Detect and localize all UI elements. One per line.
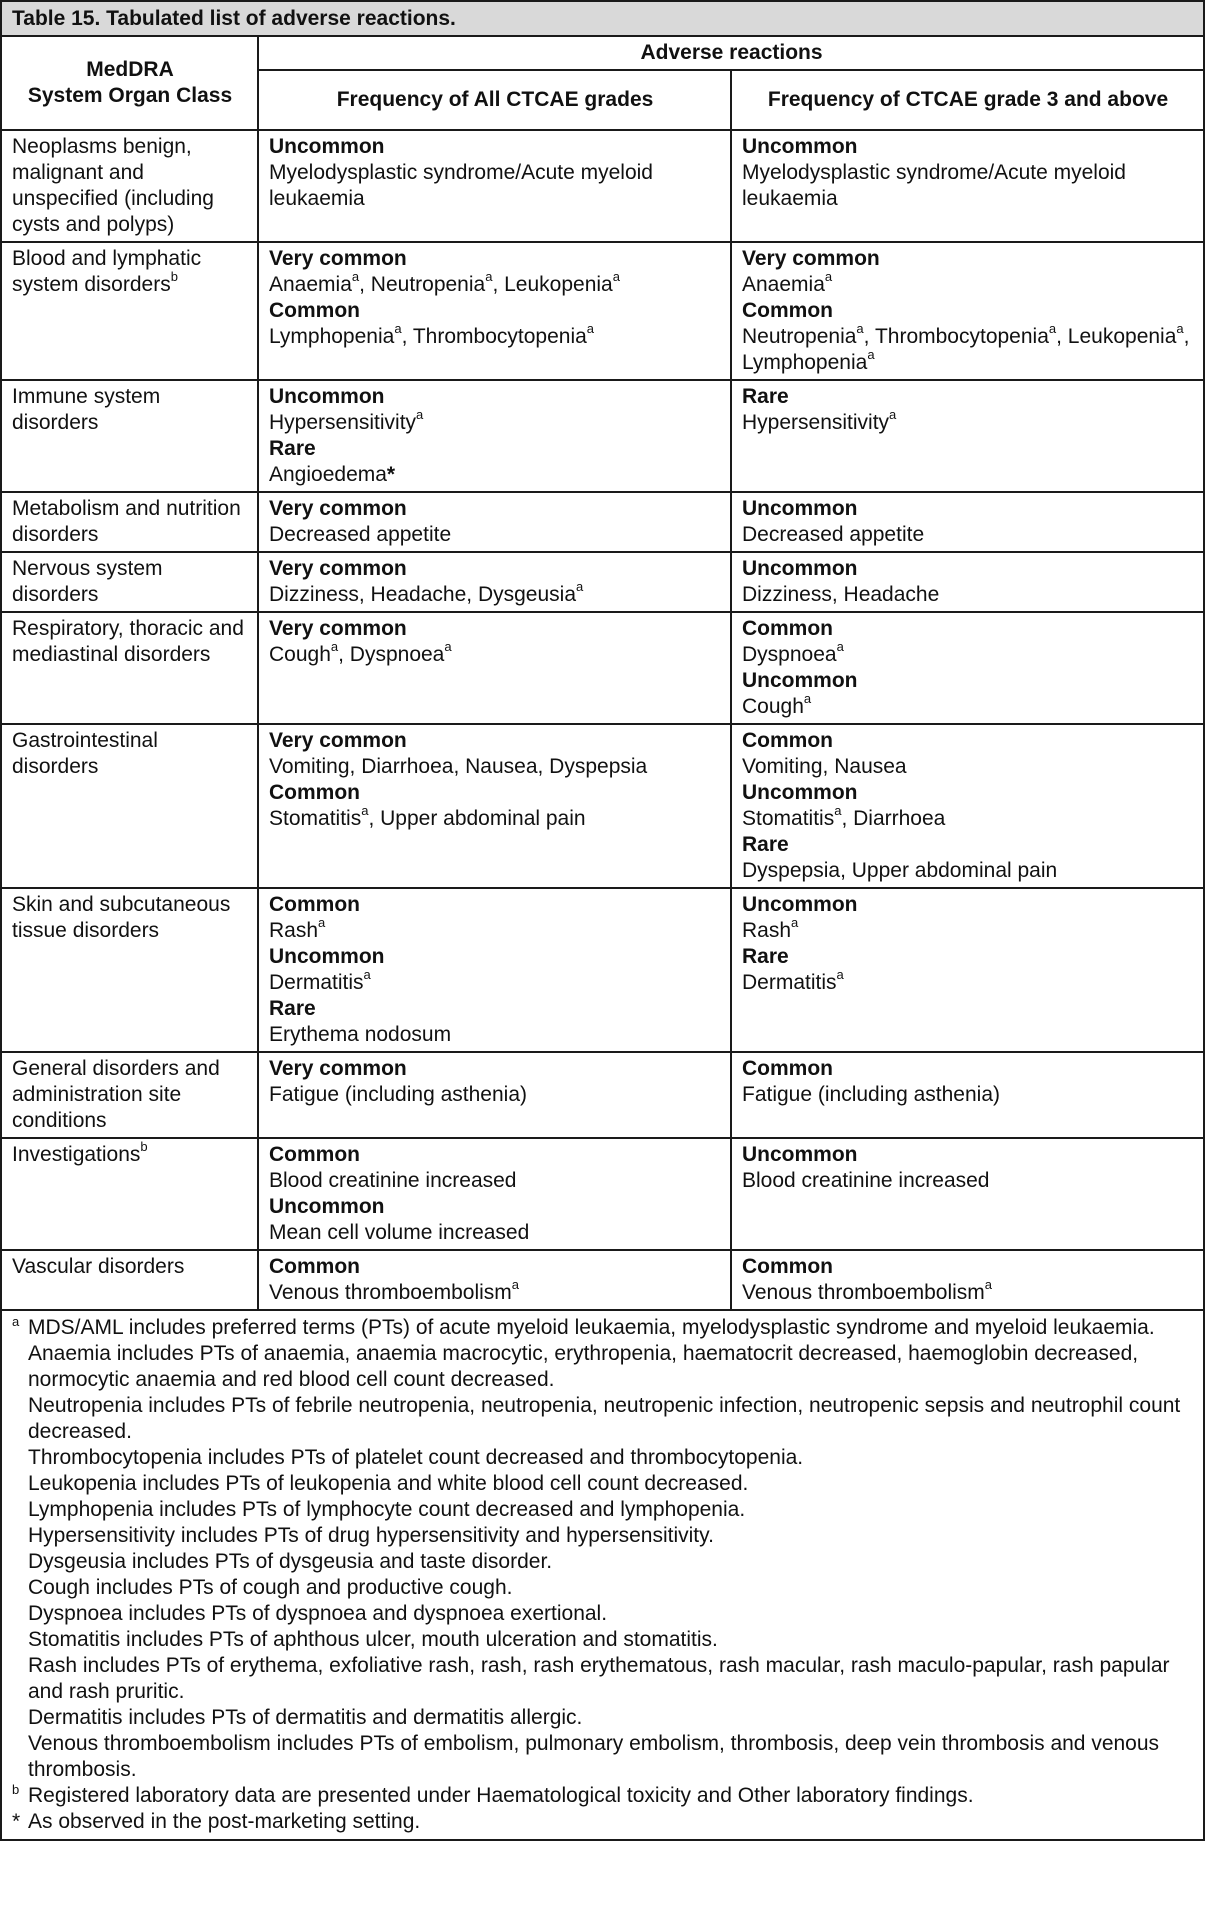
grade3-cell bbox=[731, 724, 1204, 888]
header-adverse-reactions: Adverse reactions bbox=[258, 36, 1204, 70]
reaction-term: Decreased appetite bbox=[742, 523, 925, 546]
reaction-term: Dermatitis bbox=[269, 971, 364, 994]
reaction-term: Dysgeusia bbox=[477, 583, 577, 606]
reaction-term: Lymphopenia bbox=[269, 325, 395, 348]
reaction-list bbox=[269, 915, 721, 944]
footnote-mark: * bbox=[12, 1810, 21, 1833]
footnote-mark: a bbox=[485, 269, 493, 284]
footnote bbox=[12, 1731, 1193, 1783]
table-row bbox=[1, 552, 1204, 612]
table-title: Table 15. Tabulated list of adverse reactions. bbox=[1, 1, 1204, 36]
reaction-list bbox=[742, 967, 1194, 996]
reaction-term: Leukopenia bbox=[1067, 325, 1177, 348]
soc-cell bbox=[1, 492, 258, 552]
footnote bbox=[12, 1601, 1193, 1627]
footnote-mark: a bbox=[834, 803, 842, 818]
reaction-term: Diarrhoea bbox=[361, 755, 454, 778]
reaction-list bbox=[269, 1022, 721, 1048]
footnote-mark: a bbox=[586, 321, 595, 336]
frequency-label: Rare bbox=[742, 945, 789, 968]
frequency-label: Very common bbox=[269, 617, 407, 640]
footnote-text: Cough includes PTs of cough and productive cough. bbox=[28, 1576, 513, 1599]
reaction-term: Neutropenia bbox=[742, 325, 857, 348]
frequency-label: Uncommon bbox=[742, 1143, 858, 1166]
reaction-term: Headache bbox=[370, 583, 467, 606]
footnote-text: Venous thromboembolism includes PTs of embolism, pulmonary embolism, thrombosis, deep vein thrombosis and venous thrombosis. bbox=[28, 1732, 1160, 1781]
reaction-term: Headache bbox=[843, 583, 940, 606]
table-row bbox=[1, 724, 1204, 888]
frequency-label: Uncommon bbox=[269, 1195, 385, 1218]
all-grades-cell bbox=[258, 1250, 731, 1310]
all-grades-cell bbox=[258, 242, 731, 380]
soc-cell bbox=[1, 888, 258, 1052]
reaction-term: Myelodysplastic syndrome/Acute myeloid leukaemia bbox=[742, 161, 1126, 210]
grade3-cell bbox=[731, 242, 1204, 380]
footnote bbox=[12, 1575, 1193, 1601]
soc-label: Neoplasms benign, malignant and unspecified (including cysts and polyps) bbox=[12, 135, 214, 236]
footnote-mark: a bbox=[444, 639, 452, 654]
all-grades-cell bbox=[258, 888, 731, 1052]
reaction-list: Dyspepsia, Upper abdominal pain bbox=[742, 859, 1058, 882]
footnote-marker bbox=[12, 1315, 28, 1341]
reaction-list bbox=[269, 967, 721, 996]
footnote bbox=[12, 1523, 1193, 1549]
reaction-term: Lymphopenia bbox=[742, 351, 868, 374]
reaction-list bbox=[742, 691, 1194, 720]
footnote-text: Neutropenia includes PTs of febrile neutropenia, neutropenia, neutropenic infection, neutropenic sepsis and neutrophil count decreased. bbox=[28, 1394, 1181, 1443]
soc-cell bbox=[1, 1138, 258, 1250]
frequency-label: Very common bbox=[269, 1057, 407, 1080]
footnote-text: Rash includes PTs of erythema, exfoliative rash, rash, rash erythematous, rash macular, rash maculo-papular, rash papular and rash pruritic. bbox=[28, 1654, 1170, 1703]
footnote-text: MDS/AML includes preferred terms (PTs) of acute myeloid leukaemia, myelodysplastic syndrome and myeloid leukaemia. bbox=[28, 1316, 1155, 1339]
table-body bbox=[1, 130, 1204, 1310]
footnote bbox=[12, 1783, 1193, 1809]
frequency-label: Very common bbox=[269, 557, 407, 580]
frequency-label: Common bbox=[742, 1255, 833, 1278]
reaction-list: Lymphopenia$^a$, Thrombocytopenia$^a$ bbox=[269, 321, 595, 348]
soc-cell bbox=[1, 552, 258, 612]
grade3-cell bbox=[731, 888, 1204, 1052]
footnote bbox=[12, 1471, 1193, 1497]
reaction-term: Myelodysplastic syndrome/Acute myeloid leukaemia bbox=[269, 161, 653, 210]
reaction-term: Neutropenia bbox=[370, 273, 486, 296]
reaction-term: Angioedema bbox=[269, 463, 387, 486]
table-row bbox=[1, 380, 1204, 492]
reaction-list: Stomatitis$^a$, Upper abdominal pain bbox=[269, 803, 586, 830]
all-grades-cell bbox=[258, 492, 731, 552]
reaction-list bbox=[742, 160, 1194, 212]
reaction-list: Anaemia$^a$, Neutropenia$^a$, Leukopenia$^a$ bbox=[269, 269, 620, 296]
frequency-label: Uncommon bbox=[269, 945, 385, 968]
reaction-list bbox=[742, 269, 1194, 298]
footnote bbox=[12, 1497, 1193, 1523]
footnote-text: Dysgeusia includes PTs of dysgeusia and taste disorder. bbox=[28, 1550, 553, 1573]
reaction-list bbox=[742, 1082, 1194, 1108]
reaction-list: Stomatitis$^a$, Diarrhoea bbox=[742, 803, 946, 830]
table-title-row bbox=[1, 1, 1204, 36]
reaction-list bbox=[742, 1168, 1194, 1194]
reaction-list bbox=[742, 522, 1194, 548]
footnote-text: Leukopenia includes PTs of leukopenia and white blood cell count decreased. bbox=[28, 1472, 749, 1495]
header-soc-line1: MedDRA bbox=[86, 58, 174, 81]
footnote-mark: a bbox=[394, 321, 402, 336]
frequency-label: Rare bbox=[742, 833, 789, 856]
soc-label: Skin and subcutaneous tissue disorders bbox=[12, 893, 231, 942]
reaction-list: Dizziness, Headache bbox=[742, 583, 940, 606]
table-row bbox=[1, 612, 1204, 724]
reaction-list bbox=[269, 462, 721, 488]
all-grades-cell bbox=[258, 130, 731, 242]
reaction-list: Dizziness, Headache, Dysgeusia$^a$ bbox=[269, 579, 584, 606]
reaction-term: Venous thromboembolism bbox=[742, 1281, 985, 1304]
footnote-text: Lymphopenia includes PTs of lymphocyte count decreased and lymphopenia. bbox=[28, 1498, 746, 1521]
soc-cell bbox=[1, 242, 258, 380]
frequency-label: Uncommon bbox=[742, 557, 858, 580]
frequency-label: Uncommon bbox=[742, 497, 858, 520]
footnote-mark: a bbox=[318, 915, 326, 930]
reaction-term: Cough bbox=[742, 695, 804, 718]
reaction-list bbox=[742, 1277, 1194, 1306]
soc-label: Immune system disorders bbox=[12, 385, 161, 434]
frequency-label: Uncommon bbox=[269, 385, 385, 408]
reaction-term: Leukopenia bbox=[504, 273, 613, 296]
soc-label: Nervous system disorders bbox=[12, 557, 163, 606]
footnote-mark: a bbox=[576, 579, 584, 594]
reaction-term: Fatigue (including asthenia) bbox=[742, 1083, 1000, 1106]
soc-cell bbox=[1, 130, 258, 242]
grade3-cell bbox=[731, 130, 1204, 242]
reaction-term: Thrombocytopenia bbox=[412, 325, 587, 348]
soc-label: Investigations bbox=[12, 1143, 141, 1166]
soc-cell bbox=[1, 724, 258, 888]
soc-cell bbox=[1, 380, 258, 492]
footnote bbox=[12, 1549, 1193, 1575]
reaction-list bbox=[742, 407, 1194, 436]
reaction-list bbox=[269, 522, 721, 548]
reaction-term: Fatigue (including asthenia) bbox=[269, 1083, 527, 1106]
footnote-mark: a bbox=[984, 1277, 993, 1292]
footnotes bbox=[1, 1310, 1204, 1840]
table-row bbox=[1, 242, 1204, 380]
soc-cell bbox=[1, 1052, 258, 1138]
soc-label: Gastrointestinal disorders bbox=[12, 729, 158, 778]
footnote-mark: a bbox=[836, 967, 844, 982]
footnote-text: Anaemia includes PTs of anaemia, anaemia macrocytic, erythropenia, haematocrit decreased, haemoglobin decreased, normocytic anaemia and red blood cell count decreased. bbox=[28, 1342, 1139, 1391]
reaction-list bbox=[269, 1220, 721, 1246]
reaction-term: Vomiting bbox=[742, 755, 823, 778]
reaction-term: Dyspepsia bbox=[549, 755, 648, 778]
grade3-cell bbox=[731, 552, 1204, 612]
grade3-cell bbox=[731, 492, 1204, 552]
header-grade3: Frequency of CTCAE grade 3 and above bbox=[731, 70, 1204, 130]
frequency-label: Common bbox=[269, 299, 360, 322]
reaction-list bbox=[269, 160, 721, 212]
frequency-label: Very common bbox=[269, 247, 407, 270]
reaction-term: Nausea bbox=[465, 755, 538, 778]
reaction-list: Neutropenia$^a$, Thrombocytopenia$^a$, Leukopenia$^a$, Lymphopenia$^a$ bbox=[742, 321, 1190, 374]
soc-label: General disorders and administration site conditions bbox=[12, 1057, 220, 1132]
footnote-mark: a bbox=[867, 347, 875, 362]
footnote-text: Stomatitis includes PTs of aphthous ulcer, mouth ulceration and stomatitis. bbox=[28, 1628, 718, 1651]
frequency-label: Rare bbox=[269, 997, 316, 1020]
reaction-term: Dizziness bbox=[742, 583, 832, 606]
footnote-text: Dyspnoea includes PTs of dyspnoea and dyspnoea exertional. bbox=[28, 1602, 608, 1625]
all-grades-cell bbox=[258, 612, 731, 724]
grade3-cell bbox=[731, 612, 1204, 724]
reaction-list bbox=[269, 1277, 721, 1306]
footnote bbox=[12, 1445, 1193, 1471]
soc-label: Respiratory, thoracic and mediastinal disorders bbox=[12, 617, 244, 666]
reaction-list: Vomiting, Diarrhoea, Nausea, Dyspepsia bbox=[269, 755, 648, 778]
footnote-marker bbox=[12, 1783, 28, 1809]
footnote-mark: a bbox=[803, 691, 812, 706]
soc-cell bbox=[1, 612, 258, 724]
footnote-mark: b bbox=[140, 1139, 148, 1154]
table-row bbox=[1, 1052, 1204, 1138]
footnote-mark: a bbox=[1176, 321, 1184, 336]
footnote-text: Registered laboratory data are presented under Haematological toxicity and Other laboratory findings. bbox=[28, 1784, 974, 1807]
frequency-label: Very common bbox=[269, 497, 407, 520]
soc-cell bbox=[1, 1250, 258, 1310]
reaction-term: Rash bbox=[742, 919, 792, 942]
frequency-label: Uncommon bbox=[742, 781, 858, 804]
table-row bbox=[1, 1250, 1204, 1310]
reaction-list bbox=[742, 639, 1194, 668]
reaction-term: Anaemia bbox=[269, 273, 352, 296]
frequency-label: Rare bbox=[742, 385, 789, 408]
footnote bbox=[12, 1315, 1193, 1341]
footnote-mark: a bbox=[856, 321, 864, 336]
footnote-mark: a bbox=[612, 269, 620, 284]
reaction-term: Nausea bbox=[834, 755, 907, 778]
reaction-term: Decreased appetite bbox=[269, 523, 452, 546]
all-grades-cell bbox=[258, 552, 731, 612]
frequency-label: Very common bbox=[269, 729, 407, 752]
frequency-label: Uncommon bbox=[742, 669, 858, 692]
soc-label: Vascular disorders bbox=[12, 1255, 185, 1278]
reaction-term: Hypersensitivity bbox=[269, 411, 417, 434]
grade3-cell bbox=[731, 380, 1204, 492]
frequency-label: Uncommon bbox=[742, 135, 858, 158]
reaction-term: Rash bbox=[269, 919, 319, 942]
header-row-1 bbox=[1, 36, 1204, 70]
frequency-label: Common bbox=[742, 729, 833, 752]
reaction-list: Vomiting, Nausea bbox=[742, 755, 907, 778]
footnote bbox=[12, 1393, 1193, 1445]
footnote bbox=[12, 1705, 1193, 1731]
frequency-label: Very common bbox=[742, 247, 880, 270]
footnote-mark: a bbox=[363, 967, 371, 982]
reaction-term: Blood creatinine increased bbox=[742, 1169, 990, 1192]
footnote-marker bbox=[12, 1809, 28, 1835]
frequency-label: Common bbox=[269, 1255, 360, 1278]
reaction-list bbox=[269, 1168, 721, 1194]
frequency-label: Rare bbox=[269, 437, 316, 460]
footnote-mark: a bbox=[330, 639, 339, 654]
reaction-term: Upper abdominal pain bbox=[380, 807, 586, 830]
frequency-label: Common bbox=[269, 781, 360, 804]
soc-label: Metabolism and nutrition disorders bbox=[12, 497, 241, 546]
reaction-term: Erythema nodosum bbox=[269, 1023, 452, 1046]
footnote-mark: a bbox=[12, 1314, 20, 1329]
header-all-grades: Frequency of All CTCAE grades bbox=[258, 70, 731, 130]
footnote bbox=[12, 1809, 1193, 1835]
reaction-term: Venous thromboembolism bbox=[269, 1281, 512, 1304]
footnote-text: As observed in the post-marketing setting. bbox=[28, 1810, 421, 1833]
reaction-list: Cough$^a$, Dyspnoea$^a$ bbox=[269, 639, 452, 666]
reaction-term: Mean cell volume increased bbox=[269, 1221, 530, 1244]
reaction-term: Upper abdominal pain bbox=[851, 859, 1058, 882]
footnote-mark: a bbox=[511, 1277, 520, 1292]
reaction-term: Stomatitis bbox=[269, 807, 362, 830]
table-row bbox=[1, 130, 1204, 242]
soc-label: Blood and lymphatic system disorders bbox=[12, 247, 202, 296]
footnote-mark: a bbox=[889, 407, 897, 422]
footnote-mark: a bbox=[836, 639, 844, 654]
footnote bbox=[12, 1627, 1193, 1653]
frequency-label: Common bbox=[742, 299, 833, 322]
reaction-term: Hypersensitivity bbox=[742, 411, 890, 434]
footnote-mark: a bbox=[1048, 321, 1057, 336]
reaction-list bbox=[742, 915, 1194, 944]
reaction-term: Stomatitis bbox=[742, 807, 835, 830]
reaction-term: Blood creatinine increased bbox=[269, 1169, 517, 1192]
footnote-mark: a bbox=[416, 407, 424, 422]
footnote-mark: b bbox=[170, 269, 178, 284]
footnote-mark: b bbox=[12, 1782, 20, 1797]
table-row bbox=[1, 1138, 1204, 1250]
footnote-mark: a bbox=[361, 803, 369, 818]
grade3-cell bbox=[731, 1250, 1204, 1310]
grade3-cell bbox=[731, 1052, 1204, 1138]
reaction-list bbox=[269, 407, 721, 436]
footnote-mark: a bbox=[791, 915, 799, 930]
reaction-term: Dyspnoea bbox=[349, 643, 445, 666]
all-grades-cell bbox=[258, 1052, 731, 1138]
frequency-label: Common bbox=[269, 893, 360, 916]
header-soc-line2: System Organ Class bbox=[27, 84, 233, 107]
reaction-term: Dizziness bbox=[269, 583, 359, 606]
footnote-mark: * bbox=[386, 463, 396, 486]
all-grades-cell bbox=[258, 724, 731, 888]
footnote-text: Dermatitis includes PTs of dermatitis and dermatitis allergic. bbox=[28, 1706, 583, 1729]
frequency-label: Uncommon bbox=[742, 893, 858, 916]
reaction-term: Dermatitis bbox=[742, 971, 837, 994]
footnote-text: Thrombocytopenia includes PTs of platelet count decreased and thrombocytopenia. bbox=[28, 1446, 804, 1469]
frequency-label: Common bbox=[742, 1057, 833, 1080]
all-grades-cell bbox=[258, 380, 731, 492]
grade3-cell bbox=[731, 1138, 1204, 1250]
frequency-label: Common bbox=[269, 1143, 360, 1166]
frequency-label: Common bbox=[742, 617, 833, 640]
footnote-mark: a bbox=[824, 269, 833, 284]
reaction-term: Dyspnoea bbox=[742, 643, 837, 666]
frequency-label: Uncommon bbox=[269, 135, 385, 158]
footnote bbox=[12, 1341, 1193, 1393]
footnote-text: Hypersensitivity includes PTs of drug hypersensitivity and hypersensitivity. bbox=[28, 1524, 714, 1547]
reaction-term: Diarrhoea bbox=[853, 807, 946, 830]
footnotes-row bbox=[1, 1310, 1204, 1840]
footnote-mark: a bbox=[351, 269, 360, 284]
table-row bbox=[1, 492, 1204, 552]
reaction-term: Thrombocytopenia bbox=[874, 325, 1049, 348]
footnote bbox=[12, 1653, 1193, 1705]
reaction-list bbox=[269, 1082, 721, 1108]
table-row bbox=[1, 888, 1204, 1052]
reaction-term: Cough bbox=[269, 643, 331, 666]
header-soc bbox=[1, 36, 258, 130]
reaction-term: Vomiting bbox=[269, 755, 350, 778]
reaction-term: Dyspepsia bbox=[742, 859, 841, 882]
reaction-term: Anaemia bbox=[742, 273, 825, 296]
all-grades-cell bbox=[258, 1138, 731, 1250]
